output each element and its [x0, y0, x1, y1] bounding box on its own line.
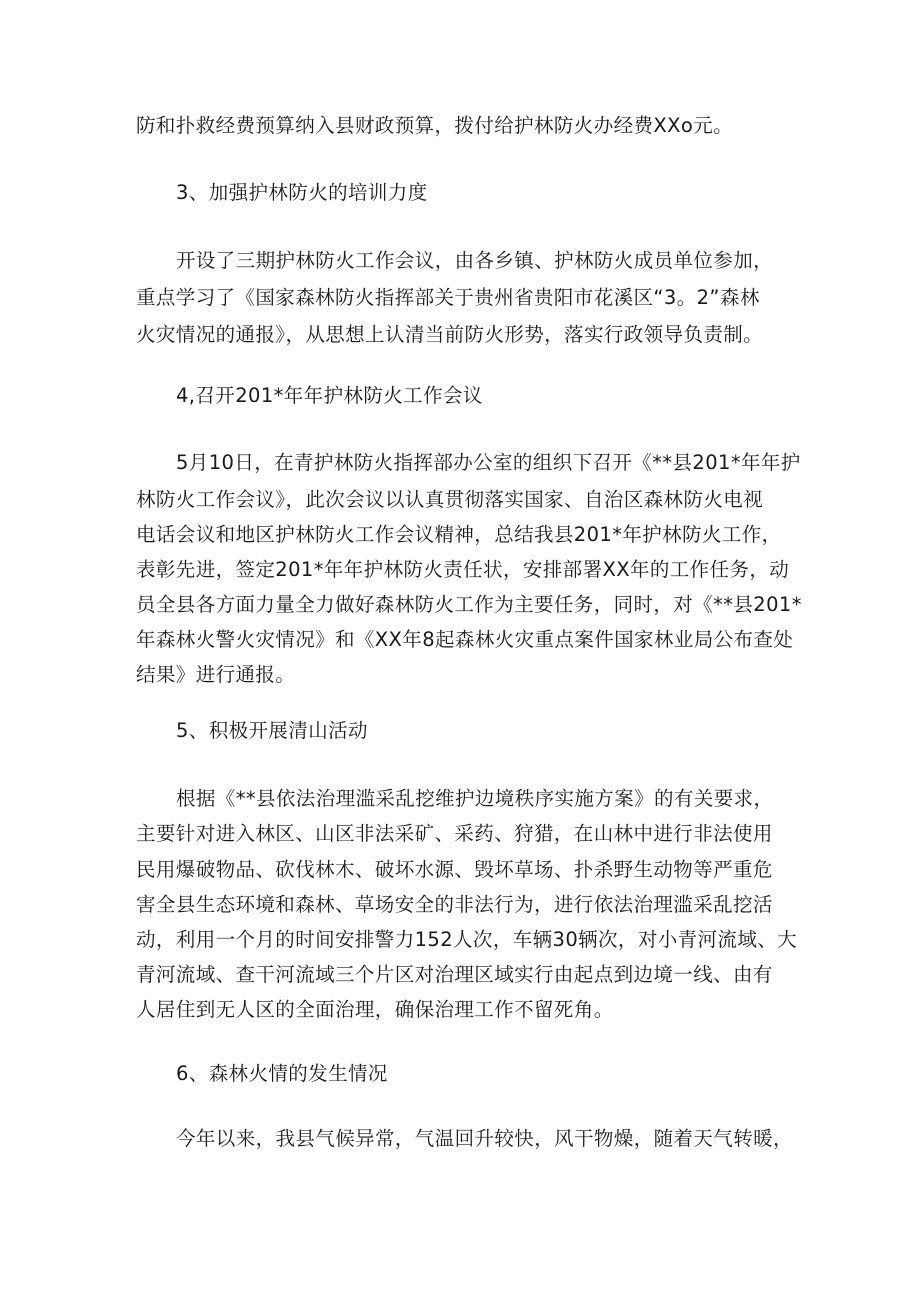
- paragraph-line: 青河流域、查干河流域三个片区对治理区域实行由起点到边境一线、由有: [136, 963, 773, 986]
- paragraph-line: 开设了三期护林防火工作会议，由各乡镇、护林防火成员单位参加，: [176, 249, 774, 272]
- paragraph-line: 林防火工作会议》，此次会议以认真贯彻落实国家、自治区森林防火电视: [136, 488, 764, 511]
- paragraph-line: 年森林火警火灾情况》和《XX年8起森林火灾重点案件国家林业局公布查处: [136, 628, 794, 651]
- paragraph-line: 民用爆破物品、砍伐林木、破坏水源、毁坏草场、扑杀野生动物等严重危: [136, 858, 773, 881]
- paragraph-line: 电话会议和地区护林防火工作会议精神，总结我县201*年护林防火工作，: [136, 523, 782, 546]
- section-heading: 6、森林火情的发生情况: [176, 1062, 388, 1085]
- section-heading: 4,召开201*年年护林防火工作会议: [176, 384, 483, 407]
- section-heading: 5、积极开展清山活动: [176, 719, 368, 742]
- paragraph-line: 今年以来，我县气候异常，气温回升较快，风干物燥，随着天气转暖，: [176, 1127, 793, 1150]
- paragraph-line: 火灾情况的通报》，从思想上认清当前防火形势，落实行政领导负责制。: [136, 323, 764, 346]
- paragraph-line: 害全县生态环境和森林、草场安全的非法行为，进行依法治理滥采乱挖活: [136, 893, 773, 916]
- paragraph-line: 5月10日，在青护林防火指挥部办公室的组织下召开《**县201*年年护: [176, 451, 801, 474]
- paragraph-line: 员全县各方面力量全力做好森林防火工作为主要任务，同时，对《**县201*: [136, 593, 802, 616]
- paragraph-line: 动，利用一个月的时间安排警力152人次，车辆30辆次，对小青河流域、大: [136, 928, 798, 951]
- paragraph-line: 主要针对进入林区、山区非法采矿、采药、狩猎，在山林中进行非法使用: [136, 822, 773, 845]
- paragraph-line: 人居住到无人区的全面治理，确保治理工作不留死角。: [136, 998, 614, 1021]
- paragraph-line: 结果》进行通报。: [136, 663, 296, 686]
- paragraph-line: 表彰先进，签定201*年年护林防火责任状，安排部署XX年的工作任务，动: [136, 558, 790, 581]
- section-heading: 3、加强护林防火的培训力度: [176, 181, 428, 204]
- paragraph-line: 重点学习了《国家森林防火指挥部关于贵州省贵阳市花溪区“3。2”森林: [136, 286, 760, 309]
- paragraph-line: 防和扑救经费预算纳入县财政预算，拨付给护林防火办经费XXo元。: [136, 114, 734, 137]
- paragraph-line: 根据《**县依法治理滥采乱挖维护边境秩序实施方案》的有关要求，: [176, 787, 774, 810]
